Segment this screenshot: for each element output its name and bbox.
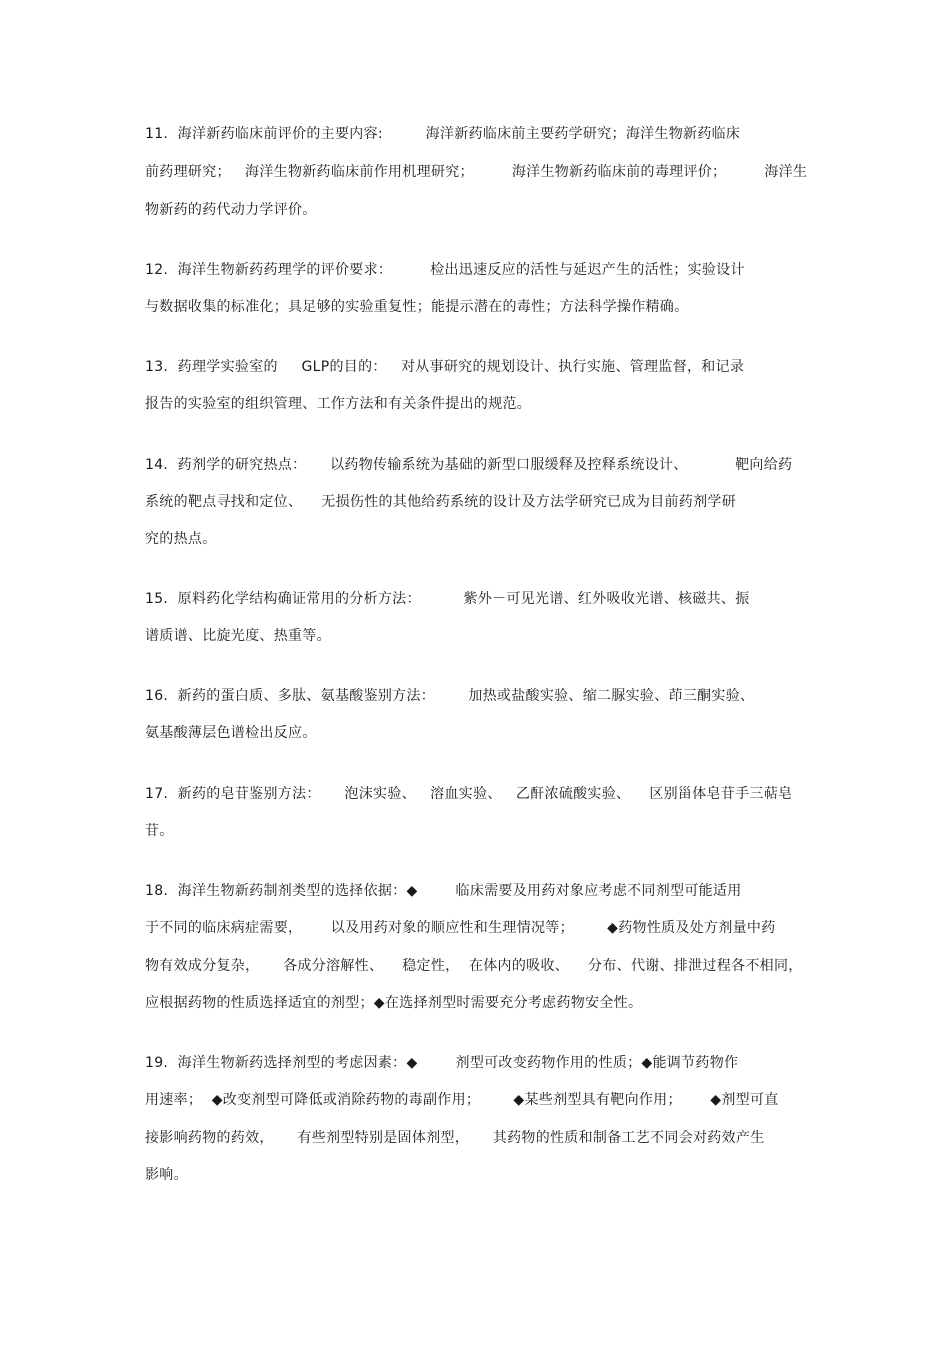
item-16-line-2: 氨基酸薄层色谱检出反应。: [145, 725, 317, 741]
item-14-line-2: 系统的靶点寻找和定位、 无损伤性的其他给药系统的设计及方法学研究已成为目前药剂学研: [145, 494, 736, 510]
item-11-line-3: 物新药的药代动力学评价。: [145, 202, 317, 218]
item-14-line-1: 14. 药剂学的研究热点： 以药物传输系统为基础的新型口服缓释及控释系统设计、 靶向给药: [145, 457, 793, 473]
item-13-line-2: 报告的实验室的组织管理、工作方法和有关条件提出的规范。: [145, 396, 532, 412]
item-19-line-2: 用速率； ◆改变剂型可降低或消除药物的毒副作用； ◆某些剂型具有靶向作用； ◆剂型可直: [145, 1092, 779, 1108]
item-14-line-3: 究的热点。: [145, 531, 217, 547]
item-18-line-1: 18. 海洋生物新药制剂类型的选择依据：◆ 临床需要及用药对象应考虑不同剂型可能适用: [145, 883, 742, 899]
item-17-line-1: 17. 新药的皂苷鉴别方法： 泡沫实验、 溶血实验、 乙酐浓硫酸实验、 区别甾体皂苷手三萜皂: [145, 786, 793, 802]
item-12-line-2: 与数据收集的标准化；具足够的实验重复性；能提示潜在的毒性；方法科学操作精确。: [145, 299, 689, 315]
item-17-line-2: 苷。: [145, 823, 174, 839]
item-19-line-4: 影响。: [145, 1167, 188, 1183]
item-11-line-1: 11. 海洋新药临床前评价的主要内容: 海洋新药临床前主要药学研究；海洋生物新药临床: [145, 126, 741, 142]
item-11-line-2: 前药理研究； 海洋生物新药临床前作用机理研究； 海洋生物新药临床前的毒理评价； 海洋生: [145, 164, 808, 180]
item-13-line-1: 13. 药理学实验室的 GLP的目的： 对从事研究的规划设计、执行实施、管理监督，和记录: [145, 359, 745, 375]
item-16-line-1: 16. 新药的蛋白质、多肽、氨基酸鉴别方法： 加热或盐酸实验、缩二脲实验、茚三酮实验、: [145, 688, 755, 704]
item-12-line-1: 12. 海洋生物新药药理学的评价要求： 检出迅速反应的活性与延迟产生的活性；实验设计: [145, 262, 745, 278]
item-18-line-4: 应根据药物的性质选择适宜的剂型；◆在选择剂型时需要充分考虑药物安全性。: [145, 995, 643, 1011]
item-19-line-3: 接影响药物的药效， 有些剂型特别是固体剂型， 其药物的性质和制备工艺不同会对药效产生: [145, 1130, 765, 1146]
item-19-line-1: 19. 海洋生物新药选择剂型的考虑因素：◆ 剂型可改变药物作用的性质；◆能调节药物作: [145, 1055, 739, 1071]
item-18-line-3: 物有效成分复杂， 各成分溶解性、 稳定性， 在体内的吸收、 分布、代谢、排泄过程各不相同，: [145, 958, 803, 974]
item-18-line-2: 于不同的临床病症需要， 以及用药对象的顺应性和生理情况等； ◆药物性质及处方剂量中药: [145, 920, 776, 936]
item-15-line-2: 谱质谱、比旋光度、热重等。: [145, 628, 331, 644]
item-15-line-1: 15. 原料药化学结构确证常用的分析方法： 紫外－可见光谱、红外吸收光谱、核磁共、振: [145, 591, 750, 607]
